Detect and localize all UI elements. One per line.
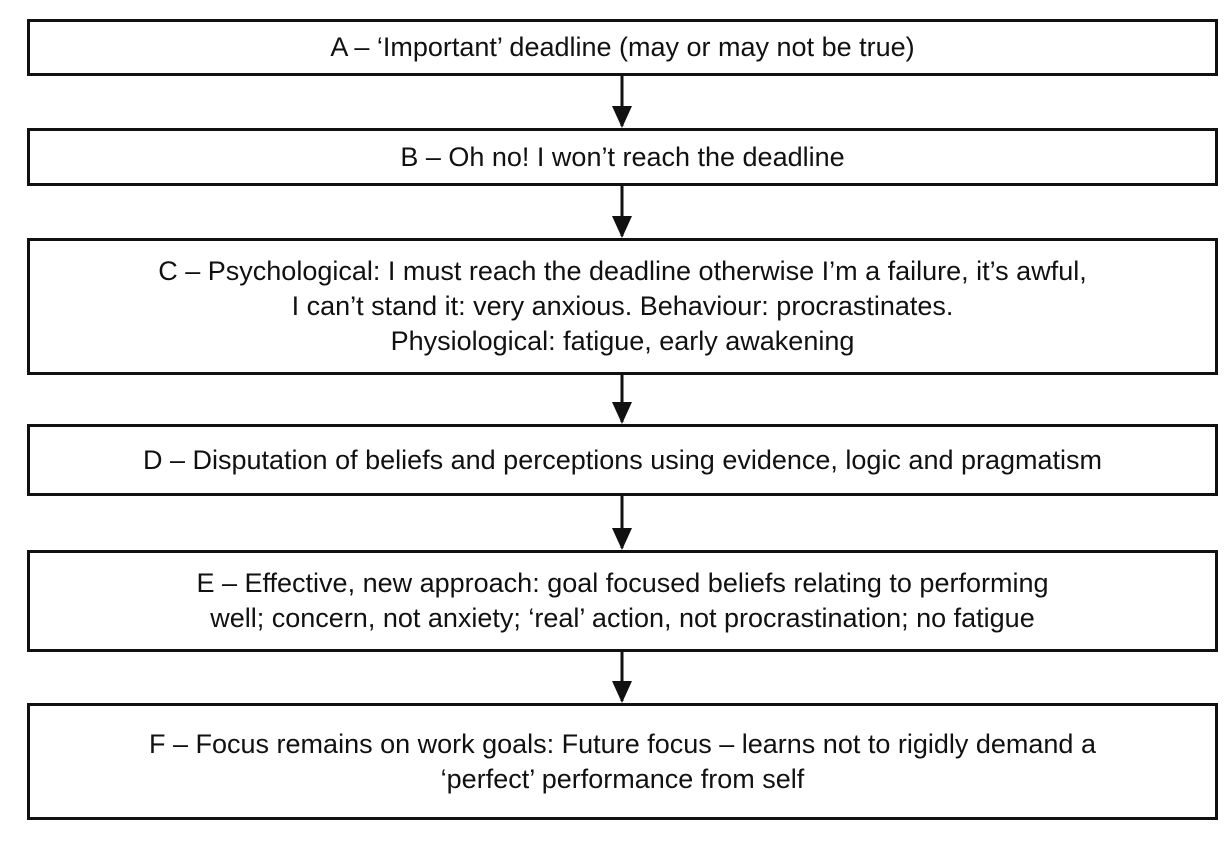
box-b-belief xyxy=(27,128,1218,186)
box-b-line-1: B – Oh no! I won’t reach the deadline xyxy=(400,141,845,172)
box-a-line-1: A – ‘Important’ deadline (may or may not be true) xyxy=(330,32,915,62)
box-a-activating-event xyxy=(27,19,1218,76)
box-e-line-2: well; concern, not anxiety; ‘real’ action, not procrastination; no fatigue xyxy=(210,603,1035,633)
box-c-line-1: C – Psychological: I must reach the deadline otherwise I’m a failure, it’s awful, xyxy=(158,256,1087,286)
arrowhead-b-to-c xyxy=(612,216,632,238)
box-f-future-focus xyxy=(27,703,1218,820)
box-e-effective-approach xyxy=(27,550,1218,652)
arrowhead-d-to-e xyxy=(612,528,632,550)
arrowhead-e-to-f xyxy=(612,681,632,703)
box-c-consequences xyxy=(27,238,1218,375)
arrowhead-a-to-b xyxy=(612,106,632,128)
box-f-line-1: F – Focus remains on work goals: Future focus – learns not to rigidly demand a xyxy=(149,728,1096,759)
box-c-line-3: Physiological: fatigue, early awakening xyxy=(390,326,855,356)
arrowhead-c-to-d xyxy=(612,402,632,424)
box-d-disputation xyxy=(27,424,1218,496)
box-c-line-2: I can’t stand it: very anxious. Behaviour: procrastinates. xyxy=(291,291,954,321)
box-f-line-2: ‘perfect’ performance from self xyxy=(440,763,805,794)
box-e-line-1: E – Effective, new approach: goal focused beliefs relating to performing xyxy=(196,568,1049,598)
box-d-line-1: D – Disputation of beliefs and perceptions using evidence, logic and pragmatism xyxy=(142,444,1103,475)
